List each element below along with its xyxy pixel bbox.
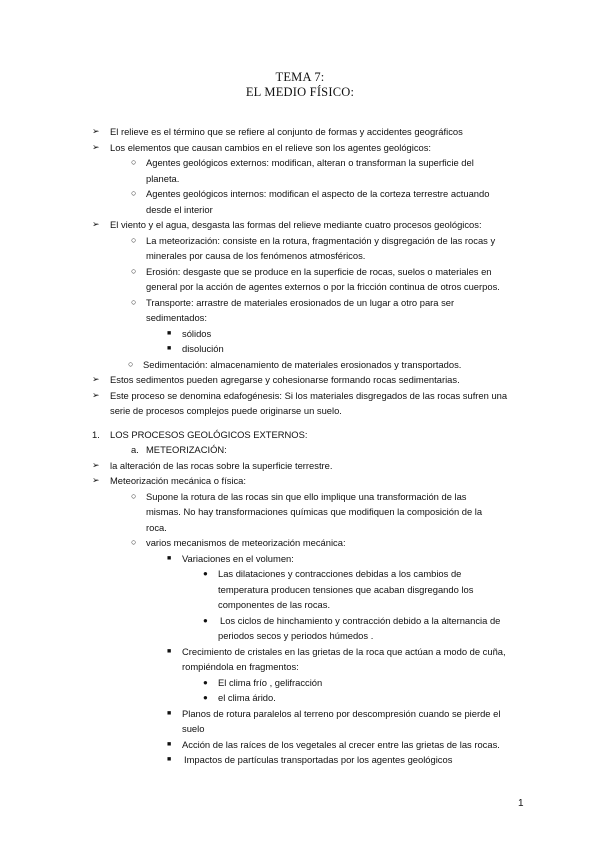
list-item: ■ Variaciones en el volumen: — [0, 551, 600, 567]
arrow-bullet-icon: ➢ — [92, 126, 100, 136]
list-item: ● El clima frío , gelifracción — [0, 675, 600, 691]
list-item: ➢ Los elementos que causan cambios en el relieve son los agentes geológicos: — [0, 140, 600, 156]
dot-bullet-icon: ● — [203, 569, 208, 578]
title-line-1: TEMA 7: — [275, 70, 325, 84]
list-item: ○ Transporte: arrastre de materiales erosionados de un lugar a otro para ser — [0, 295, 600, 311]
dot-bullet-icon: ● — [203, 693, 208, 702]
list-item-continuation: general por la acción de agentes externos o por la fricción continua de otros cuerpos. — [146, 281, 500, 292]
square-bullet-icon: ■ — [167, 740, 172, 748]
square-bullet-icon: ■ — [167, 329, 172, 337]
list-item: ○ La meteorización: consiste en la rotura, fragmentación y disgregación de las rocas y — [0, 233, 600, 249]
document-title — [0, 70, 600, 100]
list-item: ■ Acción de las raíces de los vegetales al crecer entre las grietas de las rocas. — [0, 737, 600, 753]
square-bullet-icon: ■ — [167, 709, 172, 717]
list-item: ○ Agentes geológicos externos: modifican, alteran o transforman la superficie del — [0, 155, 600, 171]
square-bullet-icon: ■ — [167, 554, 172, 562]
arrow-bullet-icon: ➢ — [92, 374, 100, 384]
list-item-continuation: temperatura producen tensiones que acaban disgregando los — [218, 583, 474, 595]
arrow-bullet-icon: ➢ — [92, 389, 100, 400]
list-item-continuation: desde el interior — [146, 203, 213, 215]
subsection-heading — [0, 442, 600, 458]
arrow-bullet-icon: ➢ — [92, 141, 100, 152]
section-number: 1. — [92, 428, 100, 440]
list-item-continuation: mismas. No hay transformaciones químicas que modifiquen la composición de la — [146, 506, 483, 517]
arrow-bullet-icon: ➢ — [92, 219, 100, 229]
circle-bullet-icon: ○ — [131, 265, 137, 276]
document-body — [0, 124, 600, 768]
section-heading — [0, 427, 600, 443]
list-item: ■ Crecimiento de cristales en las grietas de la roca que actúan a modo de cuña, — [0, 644, 600, 660]
list-item: ➢ Meteorización mecánica o física: — [0, 473, 600, 489]
circle-bullet-icon: ○ — [131, 537, 137, 547]
list-item: ● Los ciclos de hinchamiento y contracción debido a la alternancia de — [0, 613, 600, 629]
list-item-continuation: planeta. — [146, 172, 180, 184]
list-item-continuation: serie de procesos complejos puede originarse un suelo. — [110, 405, 342, 416]
list-item: ■ disolución — [0, 341, 600, 357]
list-item: ○ Sedimentación: almacenamiento de materiales erosionados y transportados. — [0, 357, 600, 373]
list-item-continuation: roca. — [146, 521, 167, 533]
dot-bullet-icon: ● — [203, 677, 208, 687]
square-bullet-icon: ■ — [167, 756, 172, 763]
title-line-2: EL MEDIO FÍSICO: — [245, 85, 355, 99]
list-item: ○ Supone la rotura de las rocas sin que ello implique una transformación de las — [0, 489, 600, 505]
section-title: LOS PROCESOS GEOLÓGICOS EXTERNOS: — [110, 428, 308, 440]
arrow-bullet-icon: ➢ — [92, 459, 100, 470]
subsection-letter: a. — [131, 444, 139, 455]
circle-bullet-icon: ○ — [131, 188, 137, 198]
circle-bullet-icon: ○ — [131, 234, 137, 245]
list-item-continuation: suelo — [182, 723, 205, 734]
page-number: 1 — [518, 798, 524, 809]
subsection-title: METEORIZACIÓN: — [146, 444, 227, 455]
list-item: ○ Erosión: desgaste que se produce en la superficie de rocas, suelos o materiales en — [0, 264, 600, 280]
list-item: ■ Impactos de partículas transportadas por los agentes geológicos — [0, 752, 600, 768]
circle-bullet-icon: ○ — [128, 358, 134, 369]
list-item: ➢ la alteración de las rocas sobre la superficie terrestre. — [0, 458, 600, 474]
list-item-continuation: componentes de las rocas. — [218, 599, 331, 610]
list-item: ■ Planos de rotura paralelos al terreno por descompresión cuando se pierde el — [0, 706, 600, 722]
list-item: ➢ Este proceso se denomina edafogénesis: Si los materiales disgregados de las rocas sufren una — [0, 388, 600, 404]
list-item: ● el clima árido. — [0, 690, 600, 706]
list-item: ➢ El viento y el agua, desgasta las formas del relieve mediante cuatro procesos geológicos: — [0, 217, 600, 233]
list-item: ➢ El relieve es el término que se refiere al conjunto de formas y accidentes geográficos — [0, 124, 600, 140]
list-item: ○ Agentes geológicos internos: modifican el aspecto de la corteza terrestre actuando — [0, 186, 600, 202]
list-item-continuation: rompiéndola en fragmentos: — [182, 661, 299, 672]
circle-bullet-icon: ○ — [131, 490, 137, 501]
list-item-continuation: sedimentados: — [146, 312, 207, 323]
square-bullet-icon: ■ — [167, 345, 172, 352]
arrow-bullet-icon: ➢ — [92, 475, 100, 485]
list-item-continuation: periodos secos y periodos húmedos . — [218, 630, 374, 641]
list-item: ● Las dilataciones y contracciones debidas a los cambios de — [0, 566, 600, 582]
circle-bullet-icon: ○ — [131, 296, 137, 307]
circle-bullet-icon: ○ — [131, 157, 137, 167]
square-bullet-icon: ■ — [167, 647, 172, 655]
list-item-continuation: minerales por causa de los fenómenos atmosféricos. — [146, 250, 366, 261]
list-item: ○ varios mecanismos de meteorización mecánica: — [0, 535, 600, 551]
dot-bullet-icon: ● — [203, 615, 208, 625]
list-item: ■ sólidos — [0, 326, 600, 342]
list-item: ➢ Estos sedimentos pueden agregarse y cohesionarse formando rocas sedimentarias. — [0, 372, 600, 388]
